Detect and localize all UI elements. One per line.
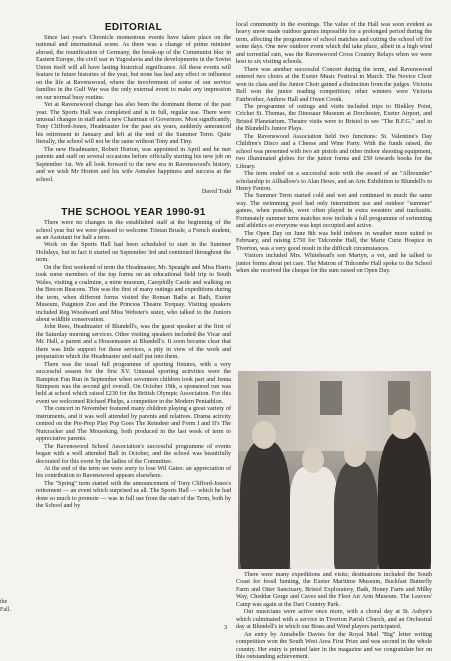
photo-person-head: [252, 421, 276, 449]
right-paragraph: There were many expeditions and visits; destinations included the South Coast for fossil hunting, the Exeter Maritime Museum, Buckfast Butterfly Farm and Otter Sanctuary, Bristol Exploratory, Bath, Honey Farm and Milky Way, Cheddar Gorge and Caves and the Fleet Air Arm Museum. The Leavers' Camp was again at the Dart Country Park.: [236, 572, 432, 608]
photo-person-head: [390, 409, 416, 439]
school-year-paragraph: John Rees, Headmaster of Blundell's, was the guest speaker at the first of the Saturday morning services. Other visiting speakers included the Vicar and Mr. Hall, a parent and a Housemaster at Blundell's. It soon became clear that there was little support for these services, a pity in view of the work and preparation which the Headmaster and staff put into them.: [36, 324, 231, 361]
editorial-paragraph: Yet at Ravenswood change has also been the dominant theme of the past year. The Sports Hall was completed and is in full, regular use. There were unusual changes in staff and a new Chairman of Governors. Most significantly, Tony Clifford-Jones, Headmaster for the past six years, suddenly announced his retirement in January and left at the end of the Summer Term. Quite literally, the school will not be the same without Tony and Tiny.: [36, 102, 231, 146]
photo-person-head: [344, 441, 366, 467]
right-paragraph: An entry by Annabelle Davies for the Royal Mail "Big" letter writing competition won the South West Area First Prize and was second in the whole country. Her entry is printed later in the magazine and we congratulate her on this outstanding achievement.: [236, 631, 432, 660]
school-year-paragraph: The concert in November featured many children playing a great variety of instruments, and it was well attended by parents and relatives. Drama activity centred on the Pre-Prep Play Pop Goes The Reindeer and Form I and II's The Nutcracker and The Mouseking, both produced in the last week of term to appreciative parents.: [36, 406, 231, 443]
photo-window: [258, 381, 280, 415]
photo-person: [290, 467, 338, 569]
photo-person-head: [302, 447, 324, 473]
margin-note: [0, 598, 14, 614]
right-paragraph: The Summer Term started cold and wet and continued in much the same way. The swimming pool had only intermittent use and outdoor "summer" games, when possible, were often played in extra sweaters and tracksuits. Fortunately summer term matches now include a full programme of swimming and athletics so everyone was kept occupied and active.: [236, 193, 432, 230]
school-year-paragraph: The Ravenswood School Association's successful programme of events began with a well attended Ball in October, and the school was beautifully decorated for this event by the ladies of the Committee.: [36, 443, 231, 465]
right-paragraph: Our musicians were active once more, with a choral day at St. Aubyn's which culminated with a service in Tiverton Parish Church, and an Orchestral day at Blundell's in which our Brass and Wind players participated.: [236, 609, 432, 631]
school-year-paragraph: There were no changes in the established staff at the beginning of the school year but we were pleased to welcome Tristan Brusle, a French student, as an Assistant for half a term.: [36, 220, 231, 241]
school-year-paragraph: Work on the Sports Hall had been scheduled to start in the Summer Holidays, but in fact it started on September 3rd and continued throughout the term.: [36, 242, 231, 264]
photo-person: [378, 431, 431, 569]
margin-note-line: the: [0, 599, 8, 605]
page-number: 3: [223, 624, 228, 631]
photo-person: [240, 441, 290, 569]
school-year-title: THE SCHOOL YEAR 1990-91: [61, 207, 206, 219]
section-gap: [36, 195, 231, 207]
school-year-paragraph: There was the usual full programme of sporting fixtures, with a very successful season for the first XV. Unusual sporting activities were the Bampton Fun Run in September when seventeen children took part and Jenna Stimpson was the second girl overall. On October 19th, a sponsored run was held at school which raised £230 for the British Olympic Association. For this event we welcomed Richard Phelps, a competitor in the Modern Pentathlon.: [36, 361, 231, 405]
right-column-continued: [236, 572, 432, 661]
cheque-presentation-photo: [238, 371, 431, 569]
photo-window: [320, 381, 342, 415]
margin-note-line: Fall.: [0, 607, 11, 613]
left-column: [36, 22, 231, 511]
right-paragraph: The Ravenswood Association held two functions: St. Valentine's Day Children's Disco and a Cheese and Wine Party. With the funds raised, the school was presented with two air pistols and other indoor shooting equipment, two illuminated globes for the junior forms and £50 towards books for the Library.: [236, 133, 432, 170]
right-column: [236, 22, 432, 275]
school-year-paragraph: The "Spring" term started with the announcement of Tony Clifford-Jones's retirement — an event which surprised us all. The Sports Hall — which he had done so much to promote — was in full use from the start of the Term, both by the School and by: [36, 480, 231, 510]
right-paragraph: Visitors included Mrs. Whitehead's son Martyn, a vet, and he talked to junior forms about pet care. The Matron of Tidcombe Hall spoke to the School when she received the cheque for the sum raised on Open Day.: [236, 253, 432, 274]
school-year-paragraph: At the end of the term we were sorry to lose Wil Gates: an appreciation of his contribution to Ravenswood appears elsewhere.: [36, 466, 231, 480]
right-paragraph: There was another successful Concert during the term, and Ravenswood entered two choirs at the Exeter Music Festival in March. The Novice Choir won its class and the Junior Choir gained a distinction from the judges. Victoria Bell won the junior reading competition; other winners were Victoria Fairbrother, Andrew Hall and Owen Cronk.: [236, 66, 432, 103]
school-year-paragraph: On the first weekend of term the Headmaster, Mr. Speaight and Miss Harris took some members of the top forms on an educational field trip to South Wales, visiting a coalmine, a mine museum, Caerphilly Castle and walking on the Brecon Beacons. This was the first of many outings and expeditions during the term, when different forms visited the Roman Baths at Bath, Exeter Museum, Paignton Zoo and the Princess Theatre Torquay. Visiting speakers included Reg Woodward and Miss Webster's sister, who talked to the Juniors about wildlife conservation.: [36, 264, 231, 323]
editorial-paragraph: The new Headmaster, Robert Horton, was appointed in April and he met parents and staff on several occasions before officially starting his new job on September 1st. We all look forward to the new era in Ravenswood's history, and we wish Mr Horton and his wife Annalee happiness and success at the school.: [36, 146, 231, 183]
right-paragraph: local community in the evenings. The value of the Hall was soon evident as heavy snow made outdoor games impossible for a prolonged period during the term, affecting the programme of school matches and cutting the school off for some days. One new outdoor event which did take place, albeit in a high wind and torrential rain, was the Ravenswood Cross Country Relays when we were host to six visiting schools.: [236, 22, 432, 66]
editorial-title: EDITORIAL: [104, 22, 163, 33]
photo-person: [334, 461, 378, 569]
right-paragraph: The Open Day on June 8th was held indoors in weather more suited to February, and raising £750 for Tidcombe Hall, the Marie Curie Hospice in Tiverton, was a very good result in the difficult circumstances.: [236, 230, 432, 252]
editorial-signature: David Todd: [201, 188, 231, 196]
right-paragraph: The programme of outings and visits included trips to Hinkley Point, Cricket St. Thomas, the Dinosaur Museum at Dorchester, Exeter Airport, and Bristol Planetarium. Theatre visits were to Bristol to see "The B.F.G." and to the Blundell's Junior Plays.: [236, 103, 432, 133]
editorial-paragraph: Since last year's Chronicle momentous events have taken place on the national and international scene. As there was a change of prime minister abroad, the reunification of Germany, the break-up of the Communist bloc in Eastern Europe, the civil war in Yugoslavia and the developments in the Soviet Union itself will all have lasting historical significance. All these events will feature in future histories of the year, but none has had any effect or influence on the life at Ravenswood, where the involvement of some of our service families in the Gulf War was the only external event to make any impression on our normal busy routine.: [36, 35, 231, 101]
right-paragraph: The term ended on a successful note with the award of an "Allrounder" scholarship to Allhallow's to Alan Hews, and an Arts Exhibition to Blundell's to Henry Fenton.: [236, 171, 432, 192]
